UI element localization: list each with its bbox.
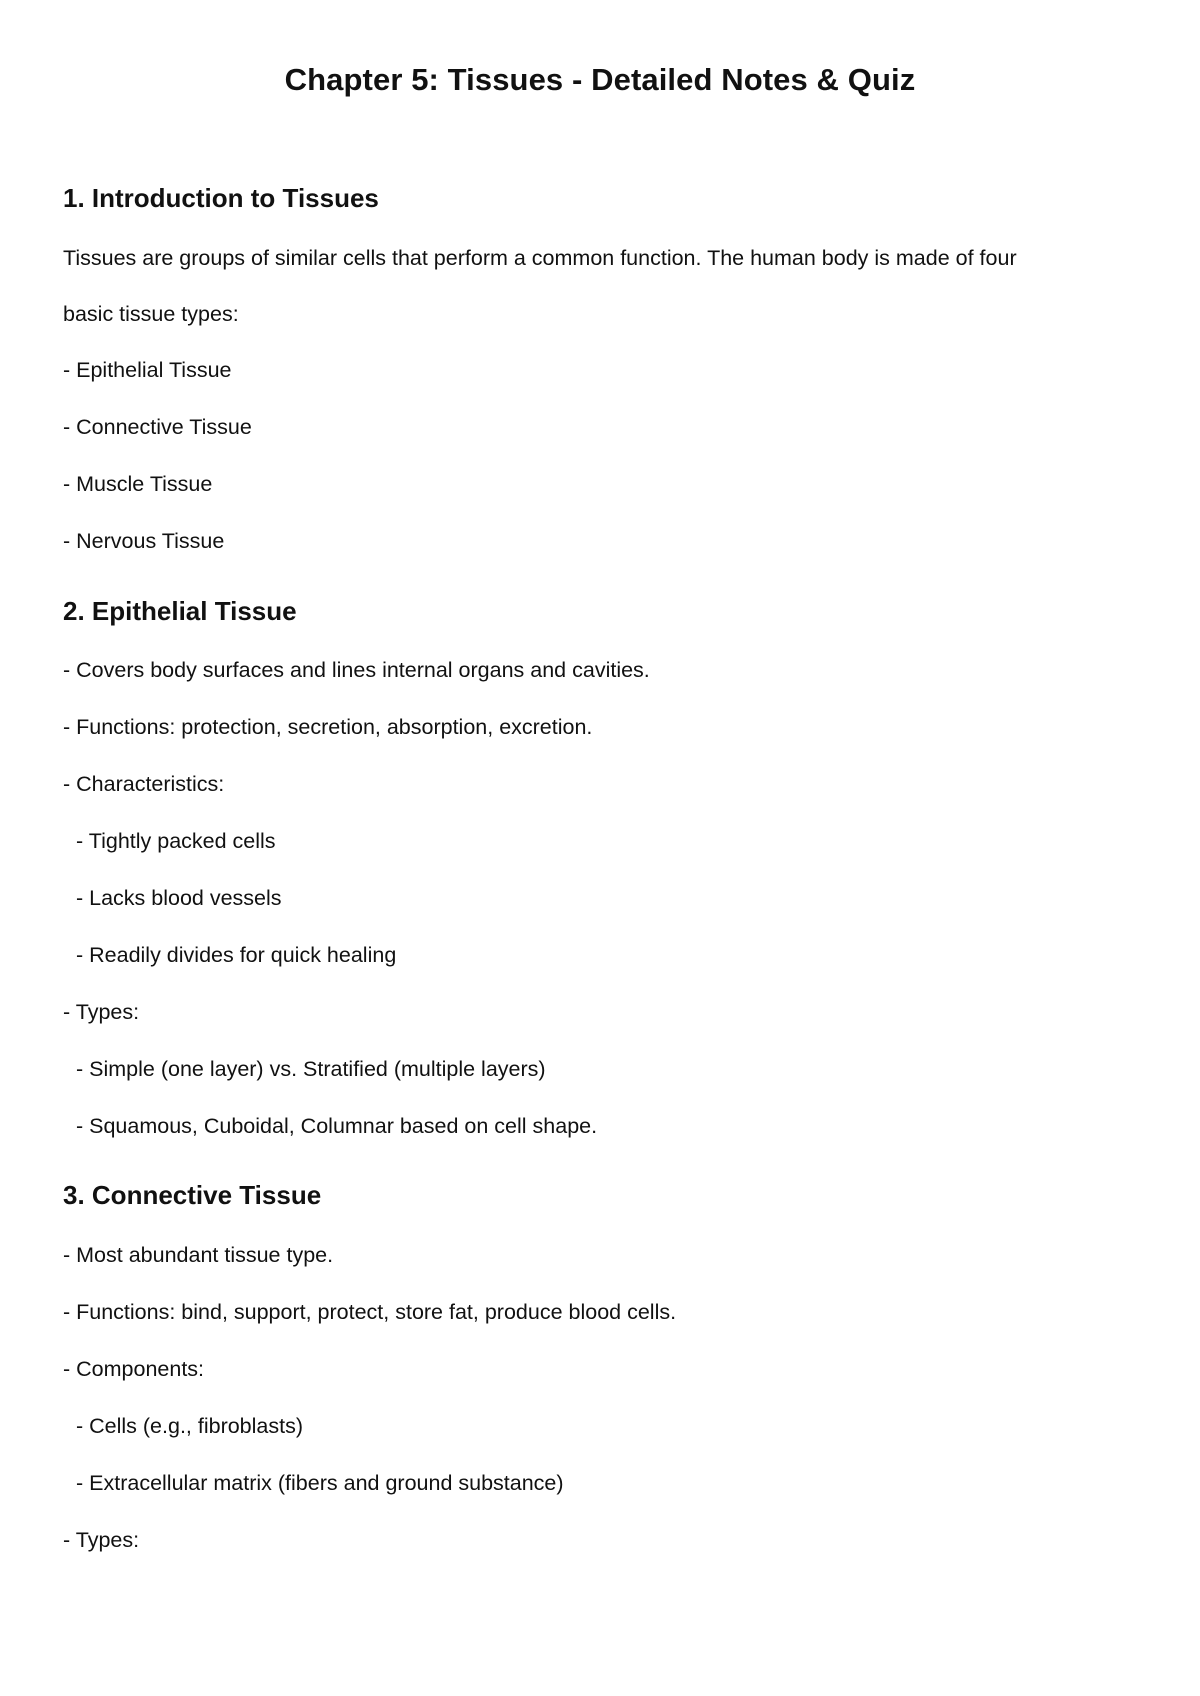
list-item: - Functions: protection, secretion, absorption, excretion.: [63, 715, 593, 739]
section-heading: 3. Connective Tissue: [63, 1180, 322, 1210]
section-heading: 1. Introduction to Tissues: [63, 183, 379, 213]
list-item: - Connective Tissue: [63, 415, 252, 439]
list-item: - Types:: [63, 1000, 140, 1024]
sub-list-item: - Cells (e.g., fibroblasts): [76, 1414, 304, 1438]
sub-list-item: - Extracellular matrix (fibers and ground substance): [76, 1471, 564, 1495]
sub-list-item: - Tightly packed cells: [76, 829, 276, 853]
list-item: - Epithelial Tissue: [63, 358, 232, 382]
sub-list-item: - Squamous, Cuboidal, Columnar based on cell shape.: [76, 1114, 598, 1138]
sub-list-item: - Readily divides for quick healing: [76, 943, 397, 967]
list-item: - Muscle Tissue: [63, 472, 213, 496]
list-item: - Types:: [63, 1528, 140, 1552]
body-text: Tissues are groups of similar cells that perform a common function. The human body is made of four: [63, 246, 1017, 270]
list-item: - Nervous Tissue: [63, 529, 225, 553]
body-text: basic tissue types:: [63, 302, 239, 326]
section-heading: 2. Epithelial Tissue: [63, 596, 297, 626]
page-title: Chapter 5: Tissues - Detailed Notes & Quiz: [284, 62, 916, 97]
list-item: - Characteristics:: [63, 772, 225, 796]
sub-list-item: - Lacks blood vessels: [76, 886, 282, 910]
list-item: - Covers body surfaces and lines internal organs and cavities.: [63, 658, 650, 682]
list-item: - Most abundant tissue type.: [63, 1243, 334, 1267]
sub-list-item: - Simple (one layer) vs. Stratified (multiple layers): [76, 1057, 546, 1081]
list-item: - Functions: bind, support, protect, store fat, produce blood cells.: [63, 1300, 677, 1324]
list-item: - Components:: [63, 1357, 205, 1381]
